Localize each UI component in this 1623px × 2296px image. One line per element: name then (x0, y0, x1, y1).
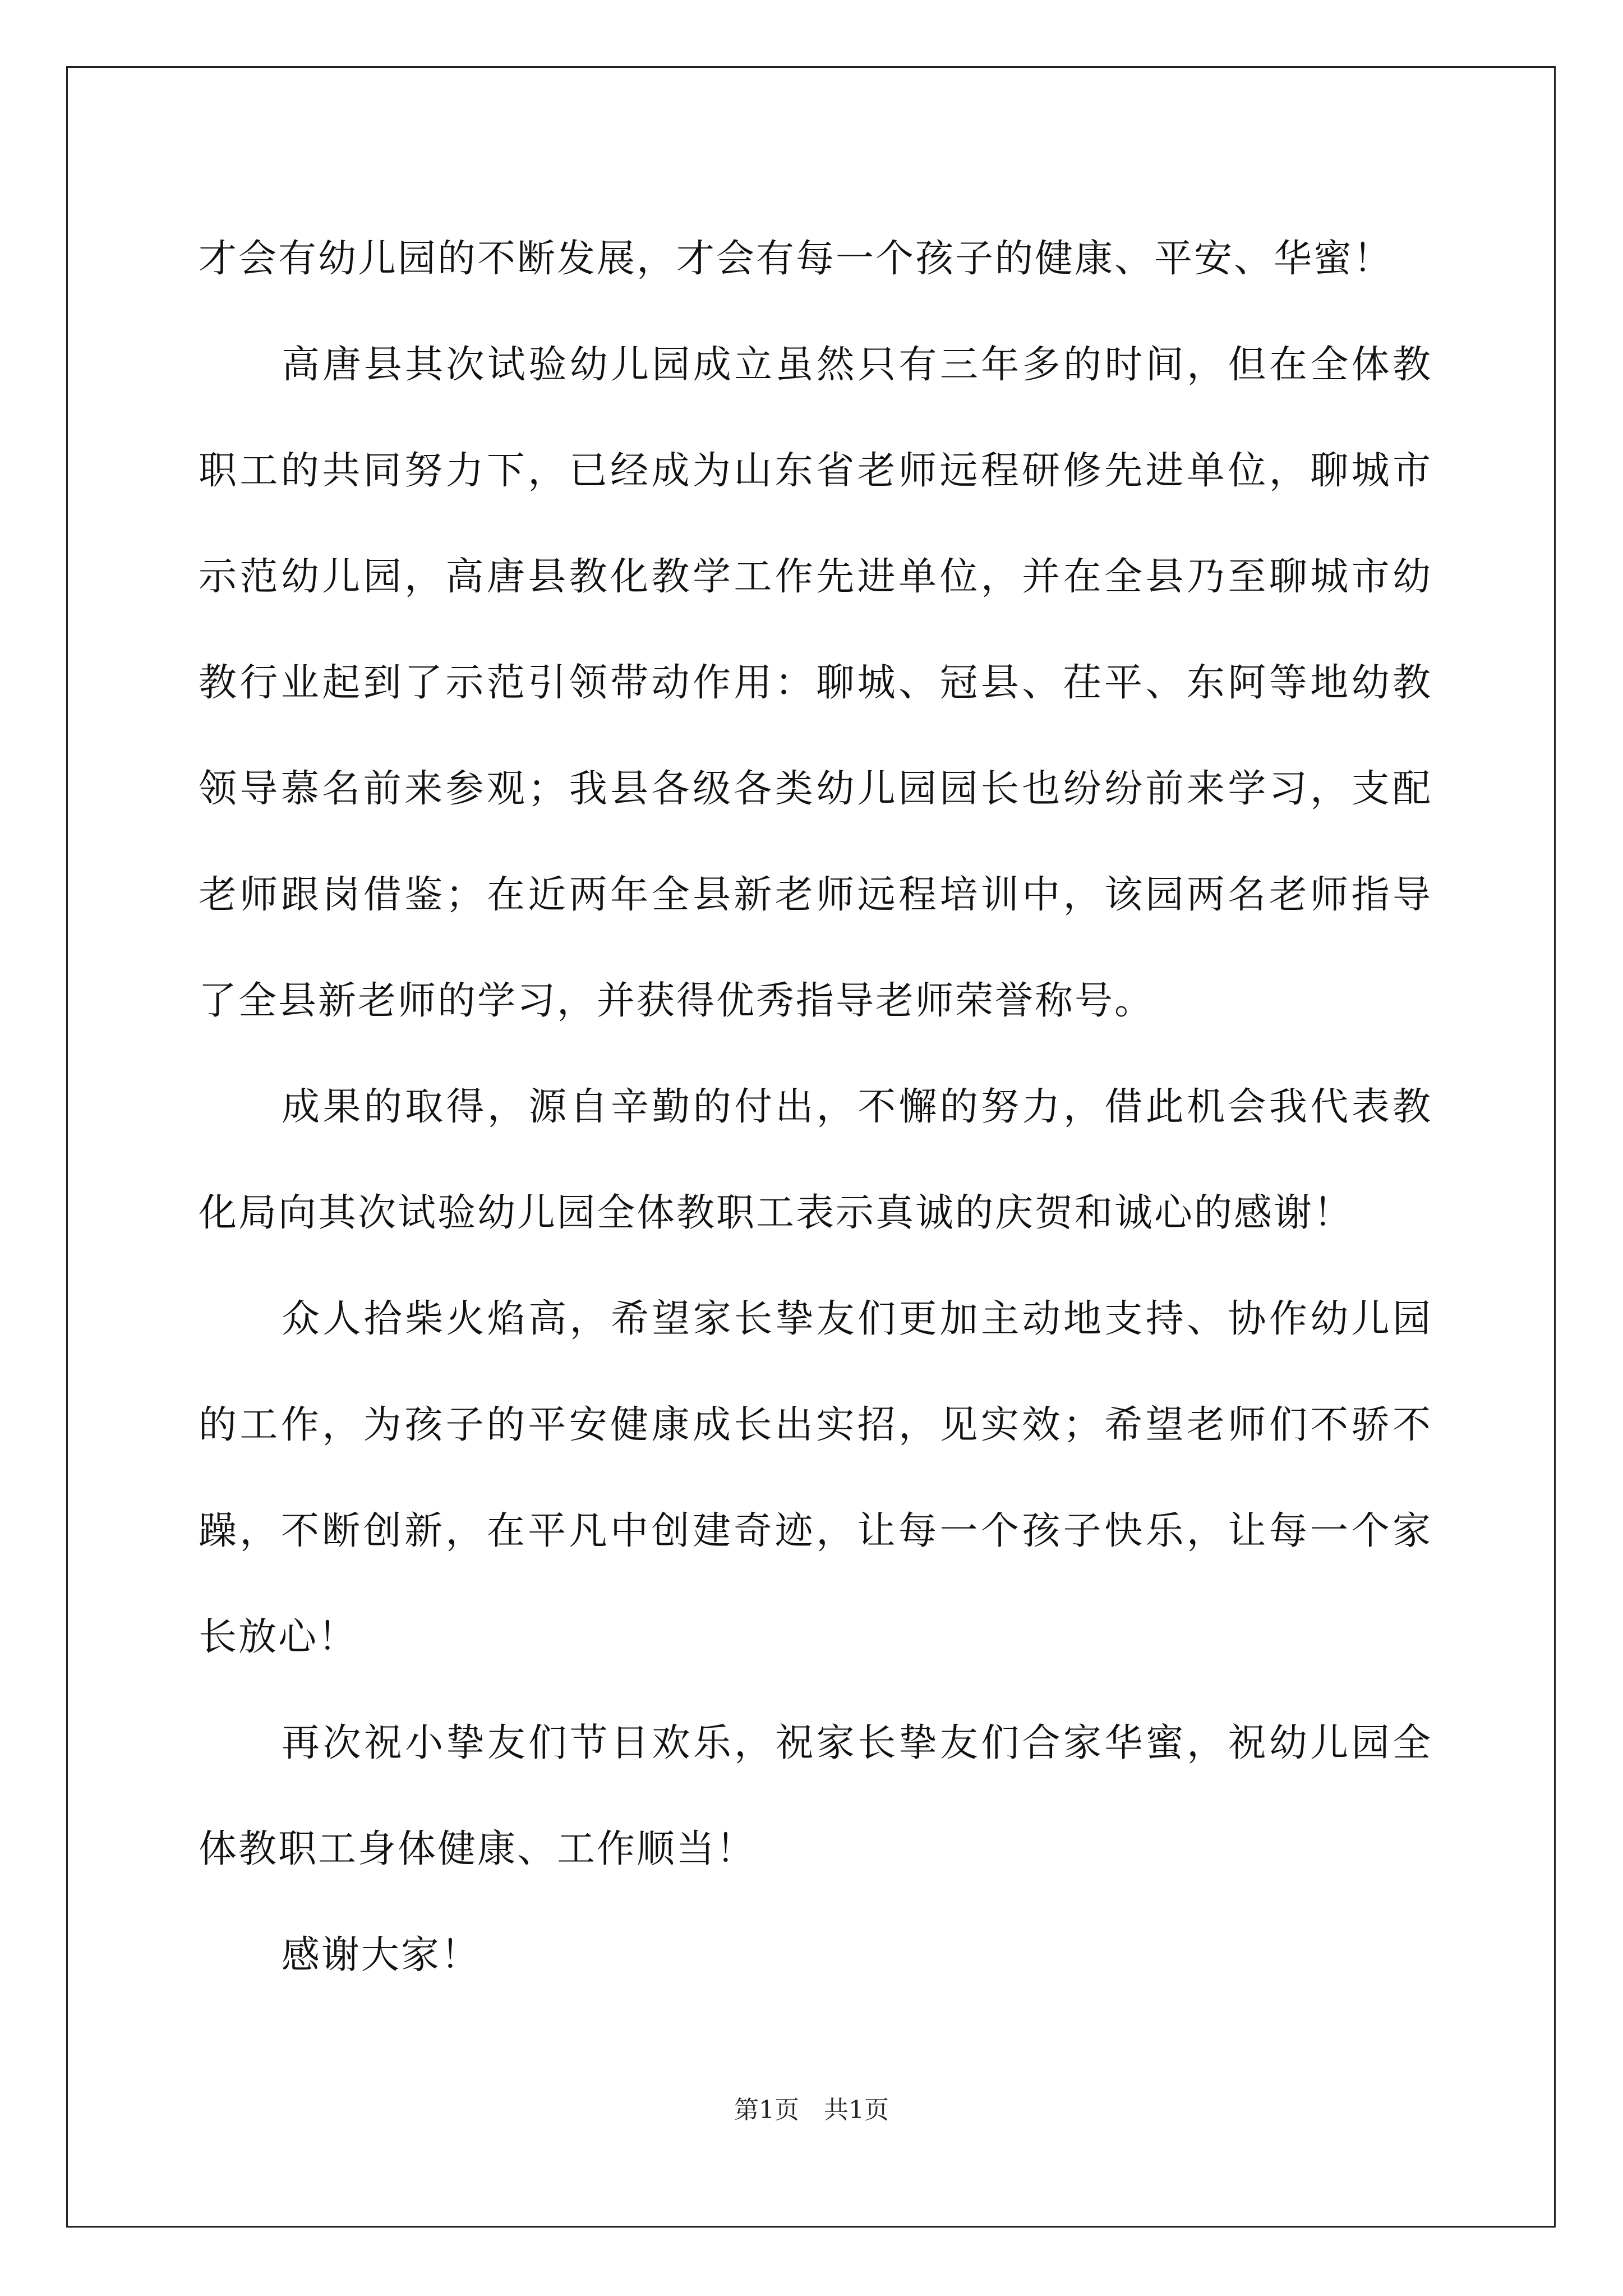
paragraph-hopes: 众人拾柴火焰高，希望家长挚友们更加主动地支持、协作幼儿园的工作，为孩子的平安健康成长出实招，见实效；希望老师们不骄不躁，不断创新，在平凡中创建奇迹，让每一个孩子快乐，让每一个家长放心！ (199, 1297, 1432, 1659)
page-number-footer: 第1页 共1页 (734, 2096, 889, 2124)
paragraph-thanks: 成果的取得，源自辛勤的付出，不懈的努力，借此机会我代表教化局向其次试验幼儿园全体教职工表示真诚的庆贺和诚心的感谢！ (199, 1085, 1432, 1235)
document-body (199, 206, 1432, 2008)
paragraph-closing: 感谢大家！ (282, 1933, 481, 1977)
paragraph-wishes: 再次祝小挚友们节日欢乐，祝家长挚友们合家华蜜，祝幼儿园全体教职工身体健康、工作顺当！ (199, 1721, 1432, 1871)
paragraph-school-achievements: 高唐县其次试验幼儿园成立虽然只有三年多的时间，但在全体教职工的共同努力下，已经成为山东省老师远程研修先进单位，聊城市示范幼儿园，高唐县教化教学工作先进单位，并在全县乃至聊城市幼教行业起到了示范引领带动作用：聊城、冠县、茌平、东阿等地幼教领导慕名前来参观；我县各级各类幼儿园园长也纷纷前来学习，支配老师跟岗借鉴；在近两年全县新老师远程培训中，该园两名老师指导了全县新老师的学习，并获得优秀指导老师荣誉称号。 (199, 343, 1432, 1023)
paragraph-continuation: 才会有幼儿园的不断发展，才会有每一个孩子的健康、平安、华蜜！ (199, 237, 1394, 281)
